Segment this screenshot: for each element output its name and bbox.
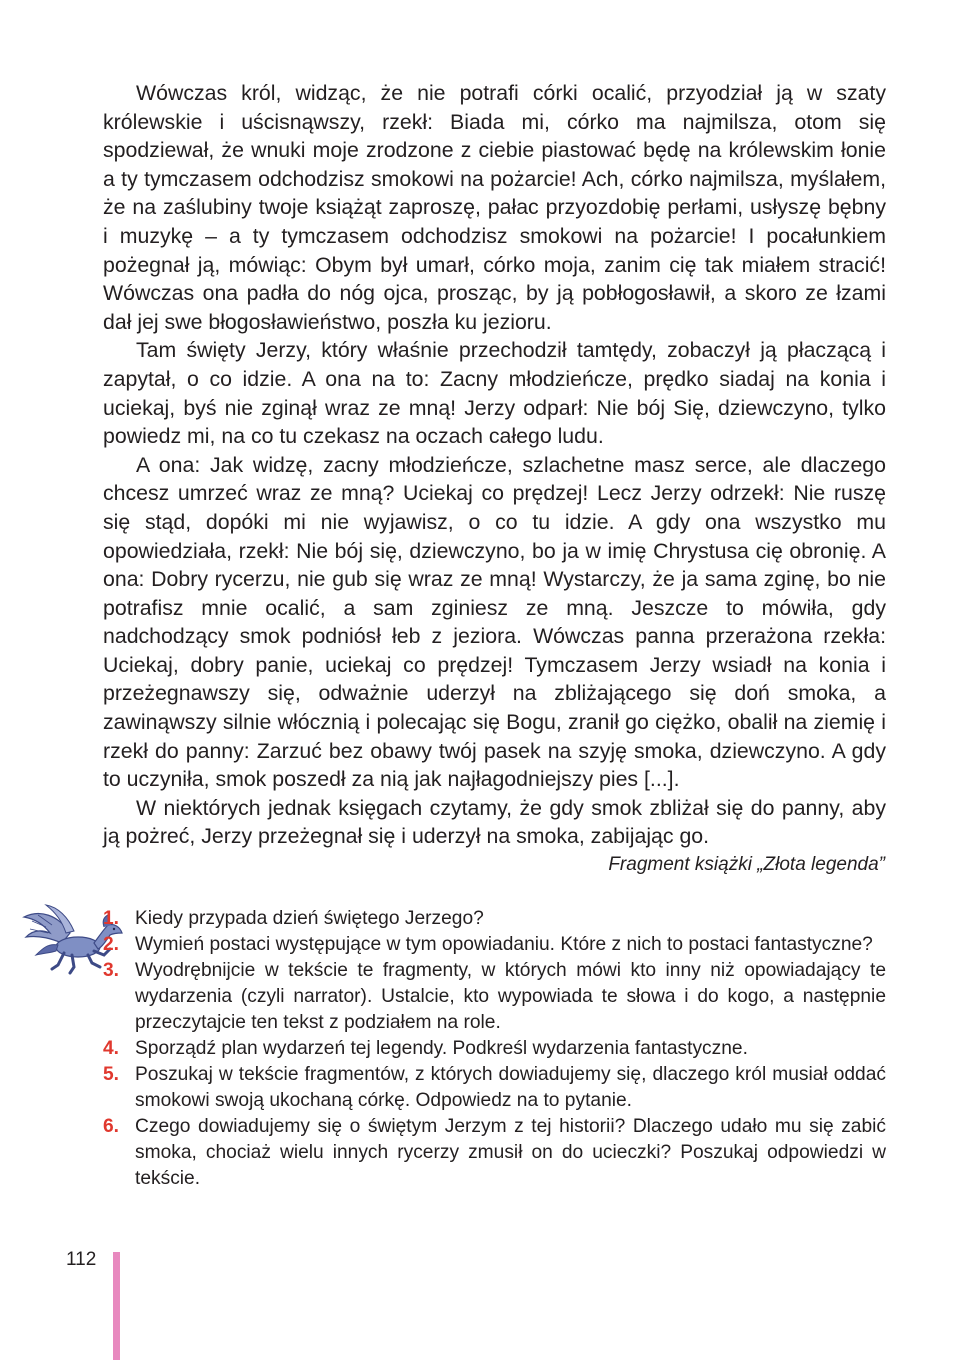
question-text: Kiedy przypada dzień świętego Jerzego? (135, 908, 484, 929)
question-item (103, 1114, 886, 1192)
reading-text (103, 79, 886, 879)
question-item (103, 1036, 886, 1062)
question-list (103, 906, 886, 1192)
paragraph: W niektórych jednak księgach czytamy, że gdy smok zbliżał się do panny, aby ją pożreć, Jerzy przeżegnał się i uderzył na smoka, zabijając go. (103, 795, 886, 849)
question-number: 1. (103, 908, 120, 929)
question-text: Wymień postaci występujące w tym opowiadaniu. Które z nich to postaci fantastyczne? (135, 934, 873, 955)
question-number: 2. (103, 934, 120, 955)
question-number: 6. (103, 1116, 120, 1137)
source-citation: Fragment książki „Złota legenda” (608, 854, 885, 876)
question-item (103, 1062, 886, 1114)
paragraph: A ona: Jak widzę, zacny młodzieńcze, szlachetne masz serce, ale dlaczego chcesz umrzeć wraz ze mną? Uciekaj co prędzej! Lecz Jerzy odrzekł: Nie ruszę się stąd, dopóki mi nie wyjawisz, o co tu idzie. A gdy ona wszystko mu opowiedziała, rzekł: Nie bój się, dziewczyno, bo ja w imię Chrystusa cię obronię. A ona: Dobry rycerzu, nie gub się wraz ze mną! Wystarczy, że ja sama zginę, bo nie potrafisz mnie ocalić, a sam zginiesz ze mną. Jeszcze to mówiła, gdy nadchodzący smok podniósł łeb z jeziora. Wówczas panna przerażona rzekła: Uciekaj, dobry panie, uciekaj co prędzej! Tymczasem Jerzy wsiadł na konia i przeżegnawszy się, odważnie uderzył na zbliżającego się doń smoka, a zawinąwszy silnie włócznią i polecając się Bogu, zranił go ciężko, obalił na ziemię i rzekł do panny: Zarzuć bez obawy twój pasek na szyję smoka, dziewczyno. A gdy to uczyniła, smok poszedł za nią jak najłagodniejszy pies [...]. (103, 452, 886, 792)
question-number: 5. (103, 1064, 120, 1085)
question-text: Sporządź plan wydarzeń tej legendy. Podkreśl wydarzenia fantastyczne. (135, 1038, 748, 1059)
paragraph: Tam święty Jerzy, który właśnie przechodził tamtędy, zobaczył ją płaczącą i zapytał, o co idzie. A ona na to: Zacny młodzieńcze, prędko siadaj na konia i uciekaj, byś nie zginął wraz ze mną! Jerzy odparł: Nie bój Się, dziewczyno, tylko powiedz mi, na co tu czekasz na oczach całego ludu. (103, 338, 886, 449)
question-number: 3. (103, 960, 120, 981)
question-item (103, 958, 886, 1036)
page-edge-bar (113, 1252, 120, 1360)
page-number: 112 (66, 1249, 97, 1270)
question-text: Wyodrębnijcie w tekście te fragmenty, w których mówi kto inny niż opowiadający te wydarzenia (czyli narrator). Ustalcie, kto wypowiada te słowa i do kogo, a następnie przeczytajcie ten tekst z podziałem na role. (135, 960, 886, 1033)
question-item (103, 906, 886, 932)
question-text: Czego dowiadujemy się o świętym Jerzym z tej historii? Dlaczego udało mu się zabić smoka, chociaż wielu innych rycerzy zmusił on do ucieczki? Poszukaj odpowiedzi w tekście. (135, 1116, 886, 1189)
question-item (103, 932, 886, 958)
paragraph: Wówczas król, widząc, że nie potrafi córki ocalić, przyodział ją w szaty królewskie i uścisnąwszy, rzekł: Biada mi, córko ma najmilsza, otom się spodziewał, że wnuki moje zrodzone z ciebie piastować będę na królewskim łonie a ty tymczasem odchodzisz smokowi na pożarcie! Ach, córko najmilsza, myślałem, że na zaślubiny twoje książąt zaproszę, pałac przyozdobię perłami, usłyszę bębny i muzykę – a ty tymczasem odchodzisz smokowi na pożarcie! I pocałunkiem pożegnał ją, mówiąc: Obym był umarł, córko moja, zanim cię tak miałem stracić! Wówczas ona padła do nóg ojca, prosząc, by ją pobłogosławił, a skoro ze łzami dał jej swe błogosławieństwo, poszła ku jezioru. (103, 81, 886, 334)
question-text: Poszukaj w tekście fragmentów, z których dowiadujemy się, dlaczego król musiał oddać smokowi swoją ukochaną córkę. Odpowiedz na to pytanie. (135, 1064, 886, 1111)
question-number: 4. (103, 1038, 120, 1059)
